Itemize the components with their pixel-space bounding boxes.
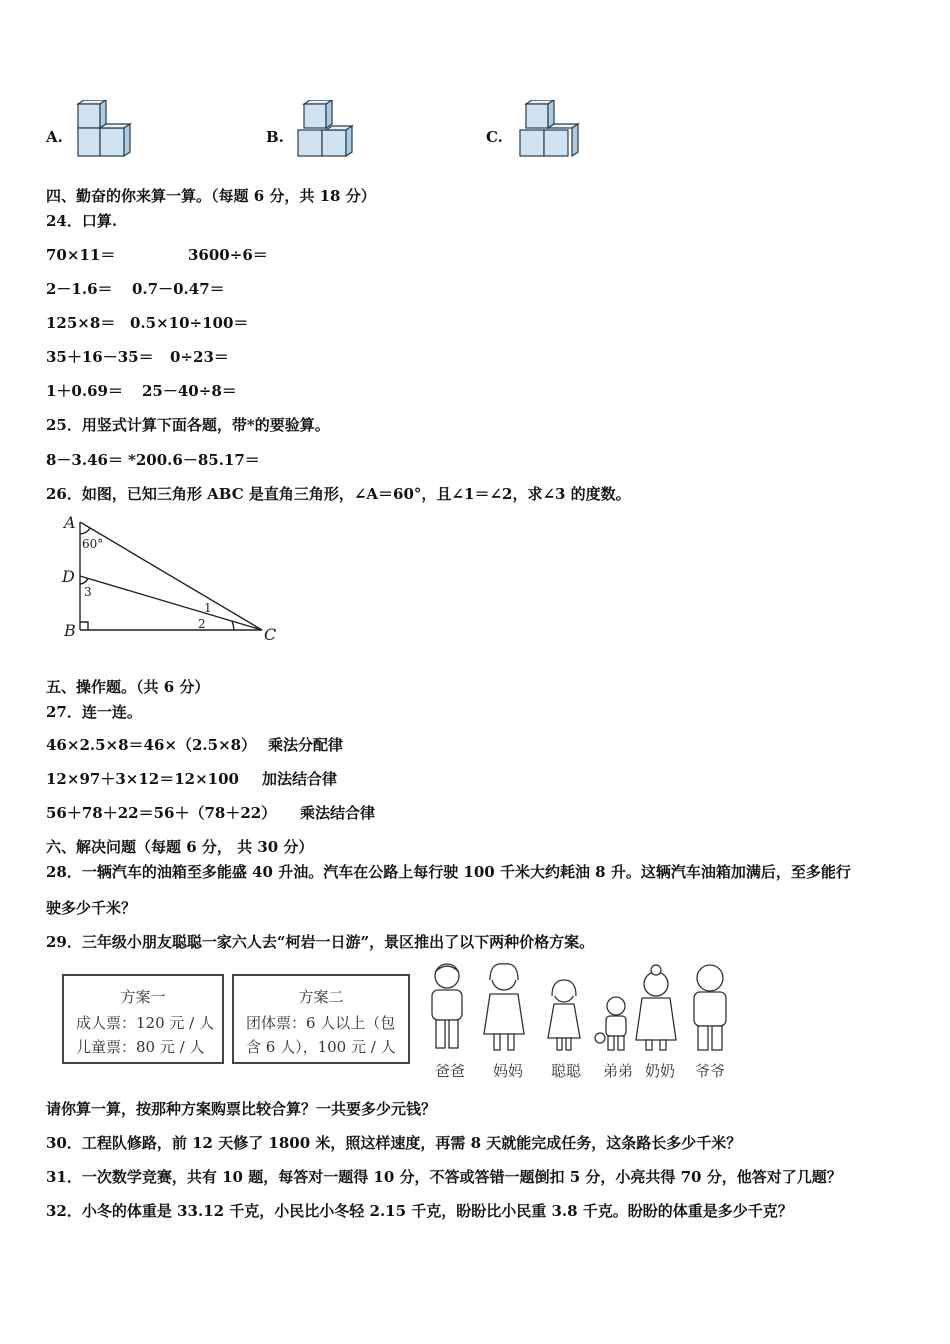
option-c-label: C.: [486, 128, 503, 146]
vertex-c-label: C: [264, 625, 277, 644]
angle-1-label: 1: [204, 601, 212, 615]
oral-calc-item: 2－1.6＝: [46, 280, 113, 298]
angle-a-label: 60°: [82, 537, 104, 551]
match-expression: 46×2.5×8＝46×（2.5×8）: [46, 736, 257, 754]
plan-one-box: [62, 974, 224, 1064]
q31-text: 31．一次数学竞赛，共有 10 题，每答对一题得 10 分，不答或答错一题倒扣 5 分，小亮共得 70 分，他答对了几题？: [46, 1168, 842, 1186]
match-expression: 12×97＋3×12＝12×100: [46, 770, 239, 788]
q25-title: 25．用竖式计算下面各题，带*的要验算。: [46, 416, 330, 434]
mom-figure-icon: [484, 964, 524, 1050]
oral-calc-item: 70×11＝: [46, 246, 116, 264]
oral-calc-item: 35＋16－35＝: [46, 348, 154, 366]
oral-calc-item: 1＋0.69＝: [46, 382, 123, 400]
vertical-calc-item: 8－3.46＝: [46, 451, 123, 469]
match-law: 加法结合律: [262, 770, 338, 788]
person-label: 爸爸: [434, 1062, 465, 1080]
section4-heading: 四、勤奋的你来算一算。（每题 6 分，共 18 分）: [46, 187, 376, 205]
option-c-cubes: [516, 100, 582, 160]
dad-figure-icon: [432, 964, 462, 1048]
person-label: 爷爷: [694, 1062, 725, 1080]
q30-text: 30．工程队修路，前 12 天修了 1800 米，照这样速度，再需 8 天就能完成任务，这条路长多少千米？: [46, 1134, 742, 1152]
grandpa-figure-icon: [694, 965, 726, 1050]
plan-two-line: 含 6 人），100 元 / 人: [246, 1038, 396, 1056]
q26-title: 26．如图，已知三角形 ABC 是直角三角形，∠A＝60°，且∠1＝∠2，求∠3 的度数。: [46, 485, 631, 503]
person-label: 聪聪: [550, 1062, 581, 1080]
person-label: 奶奶: [644, 1062, 675, 1080]
oral-calc-item: 0÷23＝: [170, 348, 229, 366]
vertex-d-label: D: [62, 567, 75, 586]
vertical-calc-item: *200.6－85.17＝: [128, 451, 260, 469]
plan-one-line: 成人票：120 元 / 人: [76, 1014, 214, 1032]
oral-calc-item: 0.7－0.47＝: [132, 280, 225, 298]
q27-title: 27．连一连。: [46, 703, 142, 721]
section5-heading: 五、操作题。（共 6 分）: [46, 678, 210, 696]
q28-line1: 28．一辆汽车的油箱至多能盛 40 升油。汽车在公路上每行驶 100 千米大约耗油 8 升。这辆汽车油箱加满后，至多能行: [46, 863, 851, 881]
match-law: 乘法结合律: [300, 804, 376, 822]
angle-2-label: 2: [198, 617, 206, 631]
oral-calc-item: 0.5×10÷100＝: [130, 314, 249, 332]
family-illustration: [420, 960, 750, 1056]
grandma-figure-icon: [636, 965, 676, 1050]
plan-two-line: 团体票：6 人以上（包: [246, 1014, 396, 1032]
q32-text: 32．小冬的体重是 33.12 千克，小民比小冬轻 2.15 千克，盼盼比小民重 3.8 千克。盼盼的体重是多少千克？: [46, 1202, 793, 1220]
person-label: 弟弟: [602, 1062, 633, 1080]
option-b-cubes: [296, 100, 358, 160]
option-a-cubes: [72, 100, 134, 160]
brother-figure-icon: [595, 997, 626, 1050]
plan-two-title: 方案二: [298, 988, 344, 1006]
q28-line2: 驶多少千米？: [46, 899, 137, 917]
plan-one-title: 方案一: [120, 988, 166, 1006]
q29-ask: 请你算一算，按那种方案购票比较合算？一共要多少元钱？: [46, 1100, 437, 1118]
vertex-b-label: B: [64, 621, 76, 640]
option-b-label: B.: [266, 128, 284, 146]
oral-calc-item: 25－40÷8＝: [142, 382, 237, 400]
match-law: 乘法分配律: [268, 736, 344, 754]
section6-heading: 六、解决问题（每题 6 分， 共 30 分）: [46, 838, 314, 856]
angle-3-label: 3: [84, 585, 92, 599]
plan-one-line: 儿童票：80 元 / 人: [76, 1038, 205, 1056]
plan-two-box: [232, 974, 410, 1064]
q24-title: 24．口算.: [46, 212, 118, 230]
oral-calc-item: 3600÷6＝: [188, 246, 268, 264]
match-expression: 56＋78＋22＝56＋（78＋22）: [46, 804, 277, 822]
congcong-figure-icon: [548, 980, 580, 1050]
q29-title: 29．三年级小朋友聪聪一家六人去“柯岩一日游”，景区推出了以下两种价格方案。: [46, 933, 595, 951]
vertex-a-label: A: [64, 513, 76, 532]
triangle-figure: [58, 512, 288, 646]
person-label: 妈妈: [492, 1062, 523, 1080]
option-a-label: A.: [46, 128, 63, 146]
oral-calc-item: 125×8＝: [46, 314, 116, 332]
